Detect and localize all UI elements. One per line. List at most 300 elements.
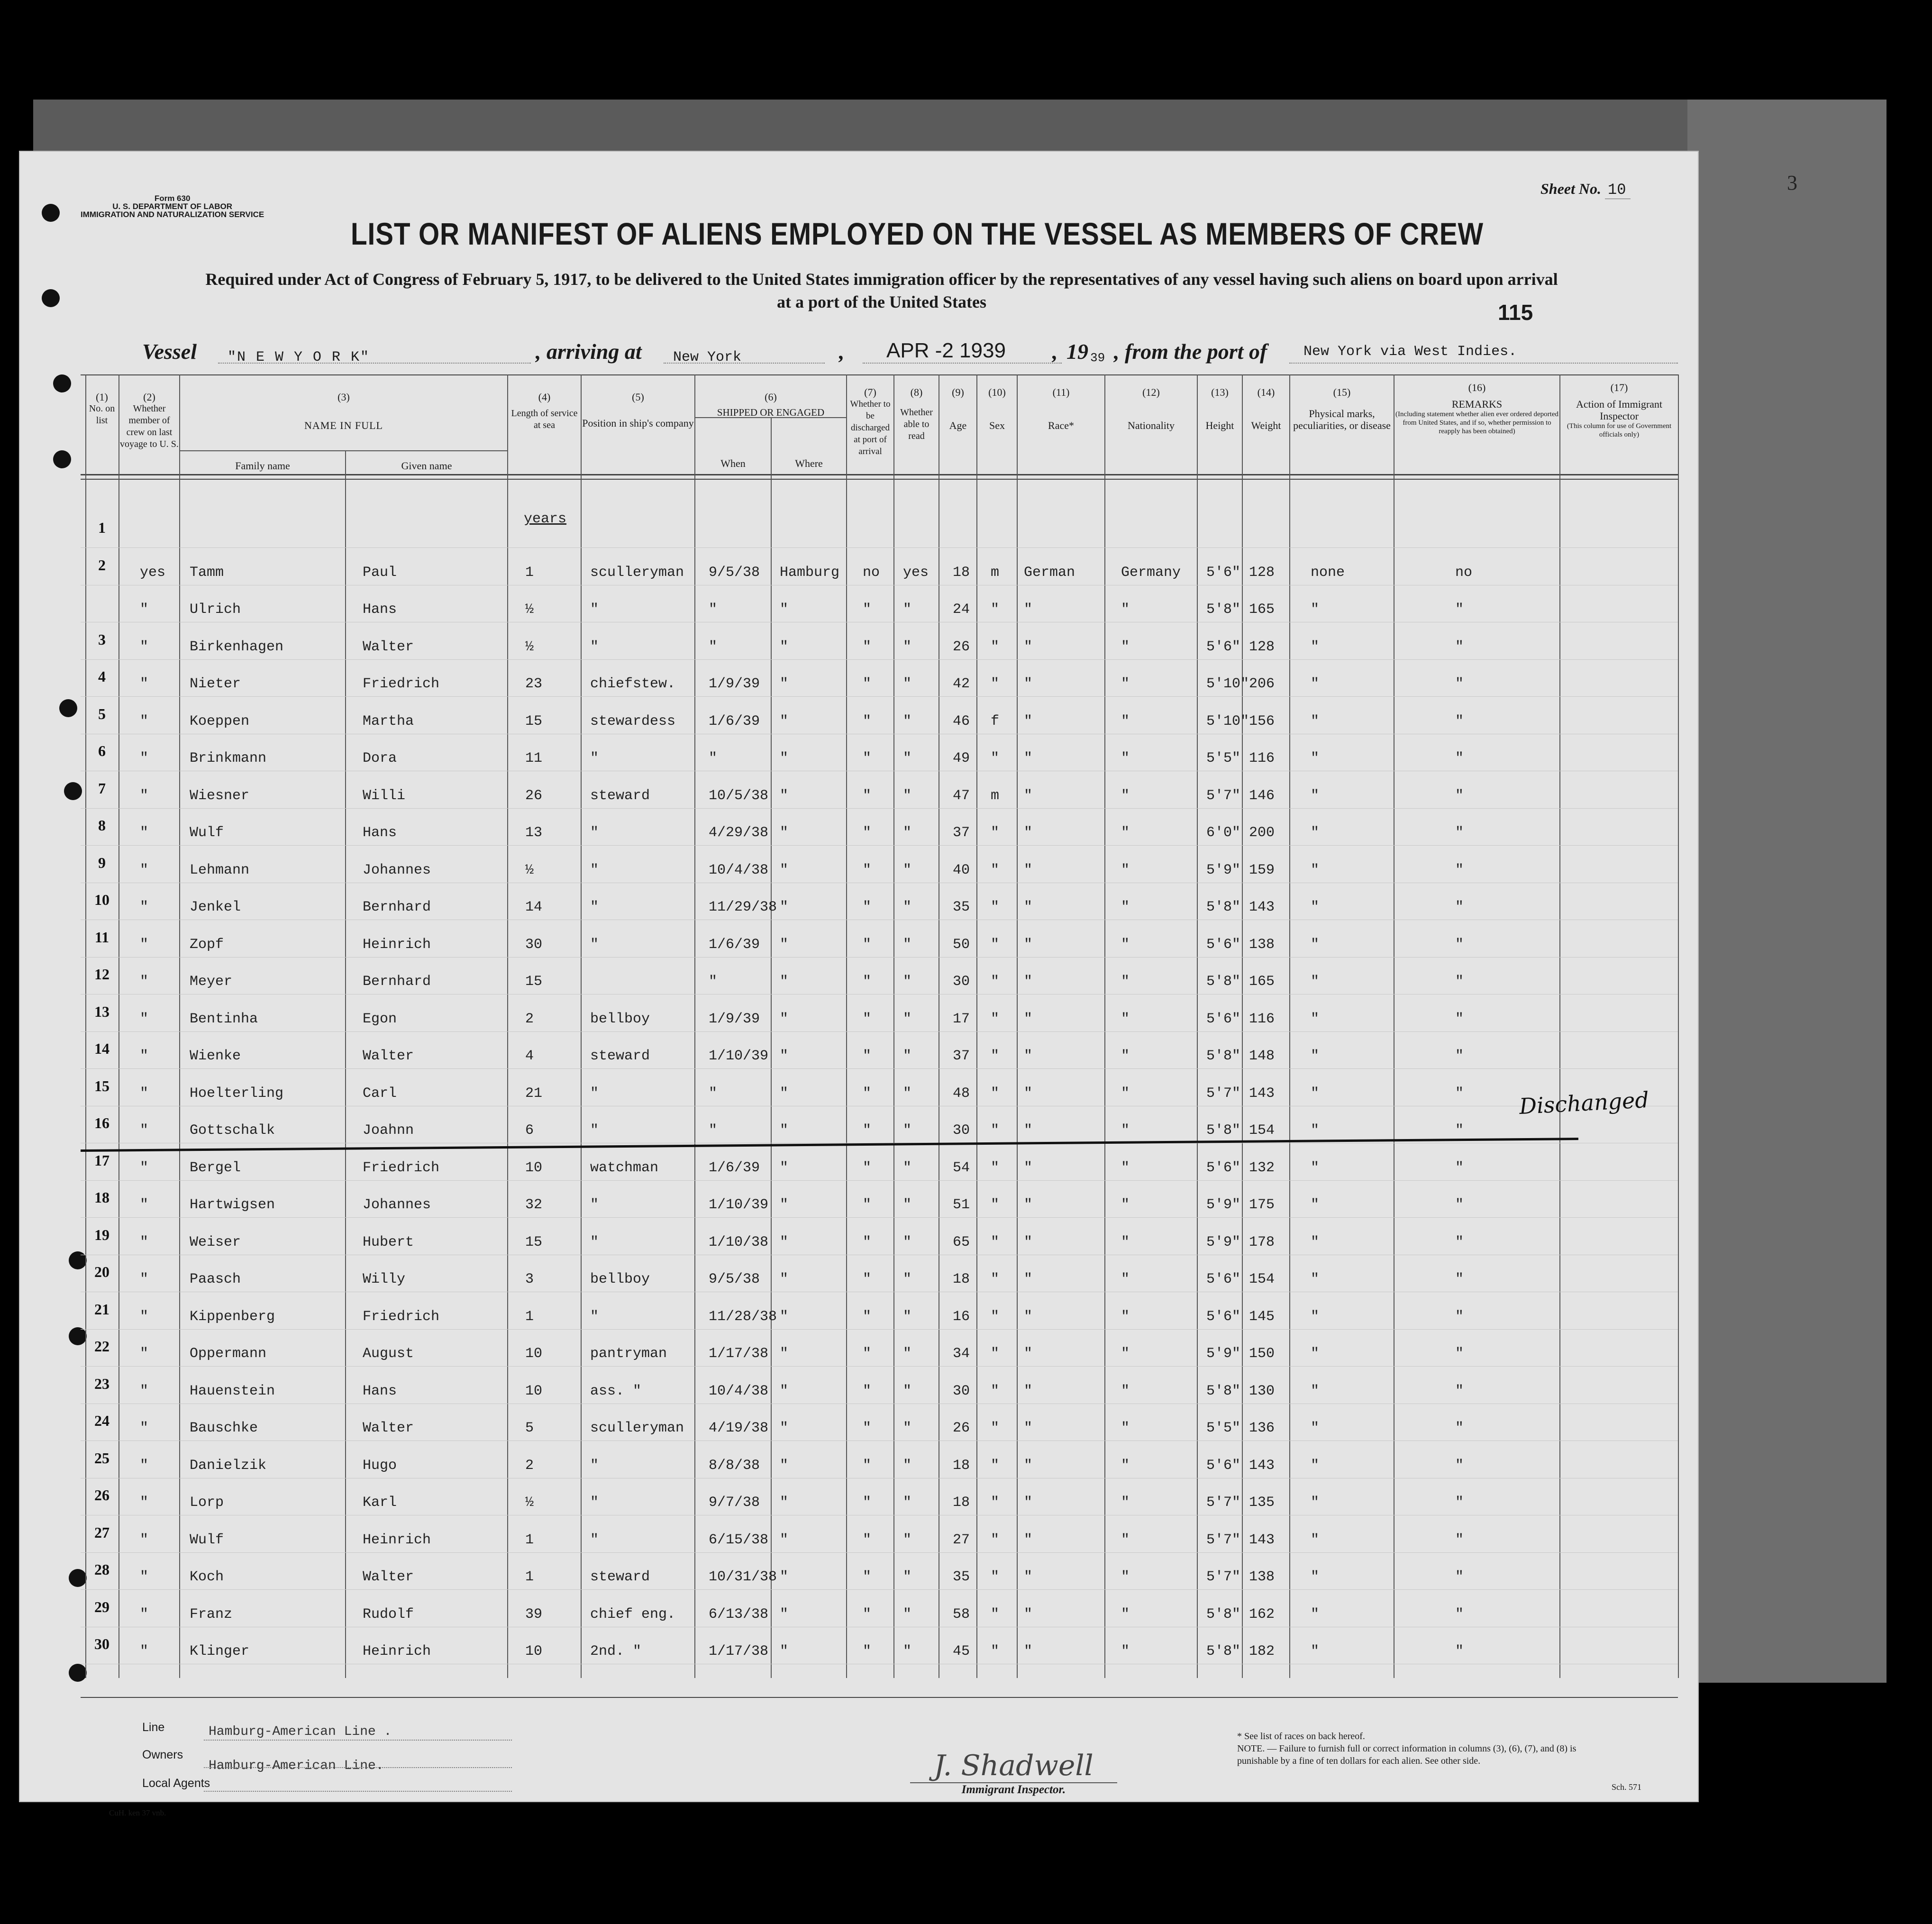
marks-cell: " bbox=[1311, 676, 1320, 692]
age-cell: 30 bbox=[953, 1122, 970, 1139]
nationality-cell: " bbox=[1121, 1383, 1130, 1399]
height-cell: 5'6" bbox=[1206, 1458, 1241, 1474]
race-cell: " bbox=[1024, 862, 1033, 878]
col-12-header: (12) Nationality bbox=[1128, 386, 1175, 431]
row-number: 18 bbox=[94, 1189, 109, 1206]
shipped-when-cell: 1/6/39 bbox=[709, 937, 760, 953]
punch-hole bbox=[42, 204, 60, 222]
given-name-cell: Heinrich bbox=[363, 1643, 431, 1660]
nationality-cell: Germany bbox=[1121, 565, 1181, 581]
service-cell: 30 bbox=[525, 937, 543, 953]
given-name-cell: Johannes bbox=[363, 862, 431, 878]
shipped-when-cell: 8/8/38 bbox=[709, 1458, 760, 1474]
footer-note bbox=[1237, 1730, 1578, 1767]
shipped-where-cell: " bbox=[780, 639, 789, 655]
age-cell: 46 bbox=[953, 713, 970, 729]
nationality-cell: " bbox=[1121, 1234, 1130, 1250]
discharge-cell: " bbox=[863, 937, 872, 953]
sex-cell: " bbox=[991, 1122, 1000, 1139]
read-cell: " bbox=[903, 1048, 912, 1064]
read-cell: " bbox=[903, 1495, 912, 1511]
crew-cell: " bbox=[140, 602, 149, 618]
position-cell: " bbox=[590, 1122, 599, 1139]
where-header: Where bbox=[795, 457, 823, 469]
crew-cell: " bbox=[140, 750, 149, 766]
race-cell: " bbox=[1024, 1420, 1033, 1436]
weight-cell: 135 bbox=[1249, 1495, 1275, 1511]
remarks-cell: " bbox=[1455, 639, 1464, 655]
sex-cell: " bbox=[991, 1011, 1000, 1027]
given-name-cell: August bbox=[363, 1346, 414, 1362]
discharge-cell: " bbox=[863, 1569, 872, 1585]
remarks-cell: " bbox=[1455, 1458, 1464, 1474]
weight-cell: 136 bbox=[1249, 1420, 1275, 1436]
weight-cell: 138 bbox=[1249, 937, 1275, 953]
sex-cell: f bbox=[991, 713, 1000, 729]
service-cell: 11 bbox=[525, 750, 543, 766]
race-cell: " bbox=[1024, 1606, 1033, 1623]
age-cell: 40 bbox=[953, 862, 970, 878]
read-cell: " bbox=[903, 1160, 912, 1176]
service-cell: 15 bbox=[525, 713, 543, 729]
shipped-when-cell: 6/13/38 bbox=[709, 1606, 769, 1623]
row-number: 17 bbox=[94, 1152, 109, 1169]
shipped-where-cell: " bbox=[780, 1643, 789, 1660]
height-cell: 5'9" bbox=[1206, 1197, 1241, 1213]
shipped-when-cell: 1/10/39 bbox=[709, 1048, 769, 1064]
height-cell: 5'7" bbox=[1206, 1569, 1241, 1585]
col-16-header: (16) REMARKS (Including statement whether alien ever ordered deported from United States, and if so, whether permission to reapply has been obtained) bbox=[1395, 382, 1559, 435]
height-cell: 5'6" bbox=[1206, 565, 1241, 581]
weight-cell: 206 bbox=[1249, 676, 1275, 692]
nationality-cell: " bbox=[1121, 1458, 1130, 1474]
crew-cell: " bbox=[140, 676, 149, 692]
service-cell: 3 bbox=[525, 1271, 534, 1287]
service-cell: 2 bbox=[525, 1458, 534, 1474]
race-cell: " bbox=[1024, 825, 1033, 841]
weight-cell: 132 bbox=[1249, 1160, 1275, 1176]
discharge-cell: " bbox=[863, 862, 872, 878]
remarks-cell: " bbox=[1455, 1271, 1464, 1287]
marks-cell: " bbox=[1311, 788, 1320, 804]
given-name-cell: Bernhard bbox=[363, 899, 431, 915]
age-cell: 34 bbox=[953, 1346, 970, 1362]
corner-page-number: 3 bbox=[1787, 171, 1797, 194]
shipped-where-cell: " bbox=[780, 1309, 789, 1325]
punch-hole bbox=[69, 1569, 87, 1587]
position-cell: sculleryman bbox=[590, 565, 684, 581]
height-cell: 5'9" bbox=[1206, 862, 1241, 878]
race-cell: " bbox=[1024, 1309, 1033, 1325]
remarks-cell: " bbox=[1455, 1085, 1464, 1102]
sex-cell: " bbox=[991, 602, 1000, 618]
age-cell: 51 bbox=[953, 1197, 970, 1213]
sex-cell: " bbox=[991, 1085, 1000, 1102]
weight-cell: 154 bbox=[1249, 1271, 1275, 1287]
race-cell: " bbox=[1024, 1532, 1033, 1548]
crew-cell: " bbox=[140, 1122, 149, 1139]
remarks-cell: " bbox=[1455, 1606, 1464, 1623]
race-cell: " bbox=[1024, 1569, 1033, 1585]
service-cell: 6 bbox=[525, 1122, 534, 1139]
family-name-cell: Nieter bbox=[190, 676, 241, 692]
nationality-cell: " bbox=[1121, 676, 1130, 692]
shipped-where-cell: " bbox=[780, 1346, 789, 1362]
height-cell: 5'6" bbox=[1206, 1271, 1241, 1287]
sex-cell: " bbox=[991, 1346, 1000, 1362]
position-cell: pantryman bbox=[590, 1346, 667, 1362]
given-name-cell: Bernhard bbox=[363, 974, 431, 990]
shipped-when-cell: 4/29/38 bbox=[709, 825, 769, 841]
given-name-cell: Karl bbox=[363, 1495, 397, 1511]
position-cell: chiefstew. bbox=[590, 676, 676, 692]
crew-cell: " bbox=[140, 1011, 149, 1027]
crew-cell: " bbox=[140, 1346, 149, 1362]
punch-hole bbox=[69, 1664, 87, 1682]
age-cell: 48 bbox=[953, 1085, 970, 1102]
read-cell: " bbox=[903, 1458, 912, 1474]
age-cell: 18 bbox=[953, 1458, 970, 1474]
race-cell: German bbox=[1024, 565, 1075, 581]
given-name-cell: Paul bbox=[363, 565, 397, 581]
row-number: 30 bbox=[94, 1635, 109, 1652]
crew-cell: " bbox=[140, 1420, 149, 1436]
crew-cell: " bbox=[140, 1271, 149, 1287]
age-cell: 49 bbox=[953, 750, 970, 766]
shipped-when-cell: " bbox=[709, 602, 718, 618]
crew-cell: " bbox=[140, 937, 149, 953]
given-name-cell: Rudolf bbox=[363, 1606, 414, 1623]
crew-cell: " bbox=[140, 639, 149, 655]
col-5-header: (5) Position in ship's company bbox=[582, 391, 694, 429]
given-name-cell: Hans bbox=[363, 602, 397, 618]
shipped-when-cell: 10/4/38 bbox=[709, 1383, 769, 1399]
race-cell: " bbox=[1024, 750, 1033, 766]
read-cell: " bbox=[903, 1271, 912, 1287]
read-cell: " bbox=[903, 1643, 912, 1660]
family-name-cell: Koeppen bbox=[190, 713, 250, 729]
nationality-cell: " bbox=[1121, 862, 1130, 878]
punch-hole bbox=[69, 1251, 87, 1269]
height-cell: 5'7" bbox=[1206, 1495, 1241, 1511]
col-15-header: (15) Physical marks, peculiarities, or disease bbox=[1293, 386, 1391, 431]
remarks-cell: " bbox=[1455, 1234, 1464, 1250]
height-cell: 5'8" bbox=[1206, 974, 1241, 990]
marks-cell: " bbox=[1311, 750, 1320, 766]
marks-cell: none bbox=[1311, 565, 1345, 581]
row-number: 27 bbox=[94, 1524, 109, 1541]
shipped-where-cell: " bbox=[780, 1532, 789, 1548]
position-cell: steward bbox=[590, 1048, 650, 1064]
shipped-when-cell: 4/19/38 bbox=[709, 1420, 769, 1436]
position-cell: " bbox=[590, 602, 599, 618]
shipped-when-cell: 1/9/39 bbox=[709, 1011, 760, 1027]
crew-cell: " bbox=[140, 899, 149, 915]
position-cell: " bbox=[590, 750, 599, 766]
height-cell: 5'8" bbox=[1206, 1383, 1241, 1399]
marks-cell: " bbox=[1311, 639, 1320, 655]
read-cell: " bbox=[903, 1569, 912, 1585]
given-name-cell: Hugo bbox=[363, 1458, 397, 1474]
marks-cell: " bbox=[1311, 1458, 1320, 1474]
crew-cell: " bbox=[140, 1606, 149, 1623]
weight-cell: 159 bbox=[1249, 862, 1275, 878]
nationality-cell: " bbox=[1121, 1606, 1130, 1623]
family-name-cell: Danielzik bbox=[190, 1458, 267, 1474]
arriving-label: , arriving at bbox=[536, 339, 642, 364]
shipped-where-cell: " bbox=[780, 1495, 789, 1511]
inspector-signature: J. Shadwell bbox=[910, 1749, 1117, 1783]
nationality-cell: " bbox=[1121, 639, 1130, 655]
col-1-header: (1) No. on list bbox=[89, 391, 115, 426]
weight-cell: 116 bbox=[1249, 750, 1275, 766]
family-name-cell: Birkenhagen bbox=[190, 639, 284, 655]
height-cell: 5'6" bbox=[1206, 1011, 1241, 1027]
service-cell: 1 bbox=[525, 1569, 534, 1585]
given-name-cell: Heinrich bbox=[363, 1532, 431, 1548]
discharge-cell: " bbox=[863, 1383, 872, 1399]
col-3-header: (3) NAME IN FULL bbox=[304, 391, 383, 431]
position-cell: " bbox=[590, 899, 599, 915]
page-number: 115 bbox=[1498, 300, 1533, 325]
punch-hole bbox=[69, 1327, 87, 1345]
marks-cell: " bbox=[1311, 713, 1320, 729]
discharge-cell: " bbox=[863, 1234, 872, 1250]
read-cell: " bbox=[903, 788, 912, 804]
line-label: Line bbox=[142, 1721, 165, 1734]
age-cell: 50 bbox=[953, 937, 970, 953]
age-cell: 17 bbox=[953, 1011, 970, 1027]
height-cell: 5'6" bbox=[1206, 937, 1241, 953]
read-cell: " bbox=[903, 937, 912, 953]
family-name-cell: Jenkel bbox=[190, 899, 241, 915]
marks-cell: " bbox=[1311, 1197, 1320, 1213]
document-title: LIST OR MANIFEST OF ALIENS EMPLOYED ON THE VESSEL AS MEMBERS OF CREW bbox=[351, 216, 1484, 251]
shipped-when-cell: 11/29/38 bbox=[709, 899, 777, 915]
nationality-cell: " bbox=[1121, 1122, 1130, 1139]
race-cell: " bbox=[1024, 937, 1033, 953]
height-cell: 5'7" bbox=[1206, 1532, 1241, 1548]
shipped-when-cell: " bbox=[709, 639, 718, 655]
position-cell: ass. " bbox=[590, 1383, 642, 1399]
marks-cell: " bbox=[1311, 1122, 1320, 1139]
given-name-cell: Friedrich bbox=[363, 1309, 440, 1325]
race-cell: " bbox=[1024, 1271, 1033, 1287]
row-number: 19 bbox=[94, 1226, 109, 1243]
shipped-where-cell: " bbox=[780, 713, 789, 729]
read-cell: " bbox=[903, 713, 912, 729]
punch-hole bbox=[53, 450, 71, 468]
age-cell: 18 bbox=[953, 1495, 970, 1511]
shipped-when-cell: 1/9/39 bbox=[709, 676, 760, 692]
weight-cell: 143 bbox=[1249, 899, 1275, 915]
sheet-value: 10 bbox=[1605, 181, 1631, 199]
read-cell: " bbox=[903, 825, 912, 841]
discharge-cell: " bbox=[863, 1197, 872, 1213]
height-cell: 5'10" bbox=[1206, 676, 1249, 692]
family-name-cell: Gottschalk bbox=[190, 1122, 275, 1139]
position-cell: " bbox=[590, 1495, 599, 1511]
service-cell: 5 bbox=[525, 1420, 534, 1436]
family-name-cell: Meyer bbox=[190, 974, 233, 990]
given-name-cell: Friedrich bbox=[363, 676, 440, 692]
sex-cell: " bbox=[991, 937, 1000, 953]
shipped-where-cell: " bbox=[780, 1420, 789, 1436]
service-cell: 26 bbox=[525, 788, 543, 804]
crew-cell: " bbox=[140, 974, 149, 990]
marks-cell: " bbox=[1311, 602, 1320, 618]
crew-cell: " bbox=[140, 862, 149, 878]
row-number: 8 bbox=[98, 817, 106, 834]
position-cell: " bbox=[590, 1197, 599, 1213]
age-cell: 26 bbox=[953, 639, 970, 655]
given-name-cell: Walter bbox=[363, 1048, 414, 1064]
marks-cell: " bbox=[1311, 1569, 1320, 1585]
service: IMMIGRATION AND NATURALIZATION SERVICE bbox=[81, 210, 264, 219]
remarks-cell: " bbox=[1455, 1122, 1464, 1139]
sex-cell: " bbox=[991, 1569, 1000, 1585]
height-cell: 5'8" bbox=[1206, 1122, 1241, 1139]
shipped-when-cell: 10/4/38 bbox=[709, 862, 769, 878]
remarks-cell: " bbox=[1455, 1383, 1464, 1399]
shipped-where-cell: " bbox=[780, 1197, 789, 1213]
row-number: 29 bbox=[94, 1598, 109, 1615]
shipped-where-cell: " bbox=[780, 676, 789, 692]
remarks-cell: " bbox=[1455, 899, 1464, 915]
given-name-cell: Willi bbox=[363, 788, 406, 804]
race-cell: " bbox=[1024, 1122, 1033, 1139]
weight-cell: 165 bbox=[1249, 974, 1275, 990]
when-header: When bbox=[720, 457, 746, 469]
marks-cell: " bbox=[1311, 862, 1320, 878]
race-cell: " bbox=[1024, 788, 1033, 804]
family-name-cell: Lorp bbox=[190, 1495, 224, 1511]
position-cell: " bbox=[590, 862, 599, 878]
crew-cell: " bbox=[140, 1495, 149, 1511]
remarks-cell: " bbox=[1455, 937, 1464, 953]
remarks-cell: " bbox=[1455, 1160, 1464, 1176]
read-cell: " bbox=[903, 602, 912, 618]
height-cell: 5'5" bbox=[1206, 750, 1241, 766]
remarks-cell: " bbox=[1455, 1346, 1464, 1362]
service-cell: ½ bbox=[525, 1495, 534, 1511]
read-cell: " bbox=[903, 1420, 912, 1436]
shipped-where-cell: " bbox=[780, 602, 789, 618]
col-6-header: (6) SHIPPED OR ENGAGED bbox=[717, 391, 825, 418]
sex-cell: m bbox=[991, 788, 1000, 804]
nationality-cell: " bbox=[1121, 1309, 1130, 1325]
family-name-cell: Wiesner bbox=[190, 788, 250, 804]
discharge-cell: " bbox=[863, 1606, 872, 1623]
marks-cell: " bbox=[1311, 1309, 1320, 1325]
remarks-cell: " bbox=[1455, 750, 1464, 766]
age-cell: 27 bbox=[953, 1532, 970, 1548]
shipped-when-cell: 9/7/38 bbox=[709, 1495, 760, 1511]
crew-cell: yes bbox=[140, 565, 166, 581]
col-11-header: (11) Race* bbox=[1048, 386, 1074, 431]
discharge-cell: " bbox=[863, 1160, 872, 1176]
col-7-header: (7) Whether to be discharged at port of arrival bbox=[850, 386, 891, 456]
from-port: New York via West Indies. bbox=[1303, 344, 1517, 360]
nationality-cell: " bbox=[1121, 1346, 1130, 1362]
service-cell: 39 bbox=[525, 1606, 543, 1623]
race-cell: " bbox=[1024, 1048, 1033, 1064]
shipped-where-cell: " bbox=[780, 788, 789, 804]
nationality-cell: " bbox=[1121, 937, 1130, 953]
service-cell: 10 bbox=[525, 1160, 543, 1176]
sheet-label: Sheet No. bbox=[1540, 180, 1601, 197]
age-cell: 42 bbox=[953, 676, 970, 692]
service-cell: 10 bbox=[525, 1346, 543, 1362]
years-label: years bbox=[524, 511, 567, 527]
row-number: 2 bbox=[98, 556, 106, 574]
read-cell: " bbox=[903, 1011, 912, 1027]
service-cell: ½ bbox=[525, 602, 534, 618]
crew-cell: " bbox=[140, 1458, 149, 1474]
read-cell: " bbox=[903, 639, 912, 655]
position-cell: bellboy bbox=[590, 1011, 650, 1027]
crew-cell: " bbox=[140, 1532, 149, 1548]
age-cell: 30 bbox=[953, 1383, 970, 1399]
age-cell: 18 bbox=[953, 565, 970, 581]
shipped-where-cell: " bbox=[780, 750, 789, 766]
weight-cell: 146 bbox=[1249, 788, 1275, 804]
sex-cell: " bbox=[991, 862, 1000, 878]
family-name-cell: Weiser bbox=[190, 1234, 241, 1250]
vessel-label: Vessel bbox=[142, 339, 197, 364]
service-cell: ½ bbox=[525, 862, 534, 878]
form-header bbox=[81, 194, 264, 219]
marks-cell: " bbox=[1311, 1606, 1320, 1623]
race-cell: " bbox=[1024, 1160, 1033, 1176]
weight-cell: 143 bbox=[1249, 1532, 1275, 1548]
marks-cell: " bbox=[1311, 1346, 1320, 1362]
row-number: 12 bbox=[94, 966, 109, 983]
marks-cell: " bbox=[1311, 899, 1320, 915]
race-cell: " bbox=[1024, 639, 1033, 655]
crew-cell: " bbox=[140, 1234, 149, 1250]
age-cell: 16 bbox=[953, 1309, 970, 1325]
remarks-cell: " bbox=[1455, 788, 1464, 804]
family-name-cell: Zopf bbox=[190, 937, 224, 953]
marks-cell: " bbox=[1311, 1420, 1320, 1436]
row-number: 3 bbox=[98, 631, 106, 648]
height-cell: 5'8" bbox=[1206, 602, 1241, 618]
shipped-where-cell: " bbox=[780, 1048, 789, 1064]
family-name-header: Family name bbox=[235, 460, 290, 472]
family-name-cell: Oppermann bbox=[190, 1346, 267, 1362]
shipped-where-cell: " bbox=[780, 1085, 789, 1102]
given-name-cell: Joahnn bbox=[363, 1122, 414, 1139]
marks-cell: " bbox=[1311, 1160, 1320, 1176]
remarks-cell: " bbox=[1455, 1048, 1464, 1064]
position-cell: bellboy bbox=[590, 1271, 650, 1287]
read-cell: " bbox=[903, 750, 912, 766]
height-cell: 5'6" bbox=[1206, 1309, 1241, 1325]
row-number: 15 bbox=[94, 1077, 109, 1094]
row-number: 25 bbox=[94, 1450, 109, 1467]
remarks-cell: " bbox=[1455, 1532, 1464, 1548]
given-name-cell: Egon bbox=[363, 1011, 397, 1027]
col-17-header: (17) Action of Immigrant Inspector (This column for use of Government officials only) bbox=[1567, 382, 1672, 438]
discharge-cell: no bbox=[863, 565, 880, 581]
nationality-cell: " bbox=[1121, 1495, 1130, 1511]
race-cell: " bbox=[1024, 974, 1033, 990]
service-cell: 15 bbox=[525, 1234, 543, 1250]
position-cell: " bbox=[590, 1458, 599, 1474]
race-cell: " bbox=[1024, 1495, 1033, 1511]
weight-cell: 138 bbox=[1249, 1569, 1275, 1585]
